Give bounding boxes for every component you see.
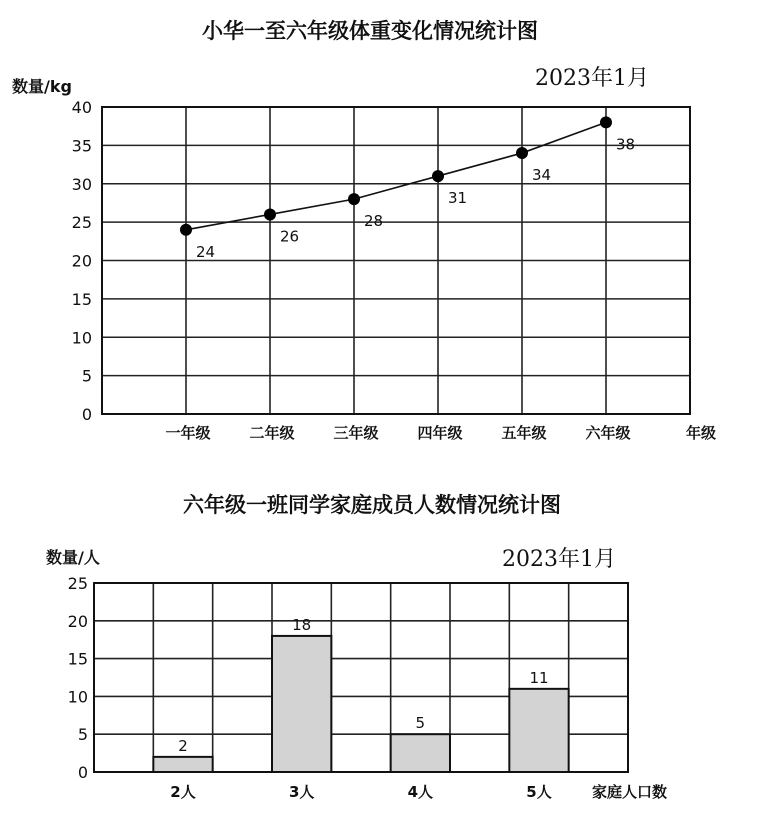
chart1-data-point xyxy=(432,170,444,182)
chart1-data-point xyxy=(264,208,276,220)
chart2-bar xyxy=(153,757,212,772)
chart1-y-tick-label: 0 xyxy=(81,405,92,424)
weight-line-chart xyxy=(12,19,716,442)
chart2-bar xyxy=(391,734,450,772)
chart2-bar xyxy=(509,689,568,772)
chart2-x-tick-label: 3人 xyxy=(288,783,315,801)
chart1-data-label: 31 xyxy=(448,189,468,208)
chart1-y-tick-label: 5 xyxy=(81,366,92,386)
chart1-series xyxy=(180,116,635,260)
chart2-data-label: 11 xyxy=(529,668,549,687)
chart2-x-tick-label: 4人 xyxy=(407,783,434,801)
chart2-y-tick-label: 25 xyxy=(67,574,88,593)
chart1-y-tick-label: 40 xyxy=(71,98,92,117)
chart1-grid xyxy=(102,107,690,414)
chart1-data-point xyxy=(348,193,360,205)
chart1-y-tick-label: 15 xyxy=(71,289,92,309)
chart2-bars xyxy=(153,616,568,772)
chart2-y-tick-label: 10 xyxy=(67,687,88,707)
chart2-y-tick-label: 0 xyxy=(77,763,88,782)
chart2-data-label: 18 xyxy=(292,615,312,634)
chart1-x-tick-label: 二年级 xyxy=(249,424,295,442)
chart1-y-tick-label: 20 xyxy=(71,251,92,271)
chart1-x-tick-label: 六年级 xyxy=(585,424,631,442)
chart1-x-tick-label: 四年级 xyxy=(417,424,463,442)
chart1-x-axis-label: 年级 xyxy=(686,424,717,442)
chart2-y-axis-label: 数量/人 xyxy=(46,548,100,567)
chart2-x-tick-label: 2人 xyxy=(170,783,196,801)
chart1-date: 2023年1月 xyxy=(535,66,649,91)
chart2-y-ticks xyxy=(68,574,88,782)
chart1-data-label: 38 xyxy=(616,135,636,154)
chart2-data-label: 5 xyxy=(415,714,426,733)
chart2-x-ticks xyxy=(170,783,551,801)
chart1-data-point xyxy=(180,224,192,236)
chart1-y-tick-label: 10 xyxy=(71,328,92,348)
chart2-y-tick-label: 20 xyxy=(67,611,88,631)
chart2-y-tick-label: 15 xyxy=(67,649,88,669)
chart1-x-ticks xyxy=(165,424,630,442)
chart2-title: 六年级一班同学家庭成员人数情况统计图 xyxy=(183,493,561,517)
chart1-data-point xyxy=(600,116,612,128)
chart1-x-tick-label: 五年级 xyxy=(501,424,547,442)
chart1-y-tick-label: 30 xyxy=(71,174,92,194)
chart1-data-label: 28 xyxy=(364,212,384,231)
chart1-data-label: 34 xyxy=(532,166,552,185)
chart2-date: 2023年1月 xyxy=(502,547,616,572)
chart1-y-axis-label: 数量/kg xyxy=(12,77,72,96)
family-size-bar-chart xyxy=(46,493,667,801)
chart1-x-tick-label: 三年级 xyxy=(333,424,379,442)
chart1-y-tick-label: 35 xyxy=(71,136,92,156)
chart2-x-tick-label: 5人 xyxy=(526,783,552,801)
chart2-x-axis-label: 家庭人口数 xyxy=(592,783,668,801)
chart2-bar xyxy=(272,636,331,772)
chart1-data-point xyxy=(516,147,528,159)
chart1-y-ticks xyxy=(72,98,92,424)
chart2-y-tick-label: 5 xyxy=(77,725,88,745)
chart1-title: 小华一至六年级体重变化情况统计图 xyxy=(202,19,538,43)
chart1-x-tick-label: 一年级 xyxy=(165,424,211,442)
chart1-y-tick-label: 25 xyxy=(71,213,92,233)
chart1-data-label: 24 xyxy=(196,242,216,261)
chart1-data-label: 26 xyxy=(280,227,300,246)
chart2-data-label: 2 xyxy=(178,736,188,755)
